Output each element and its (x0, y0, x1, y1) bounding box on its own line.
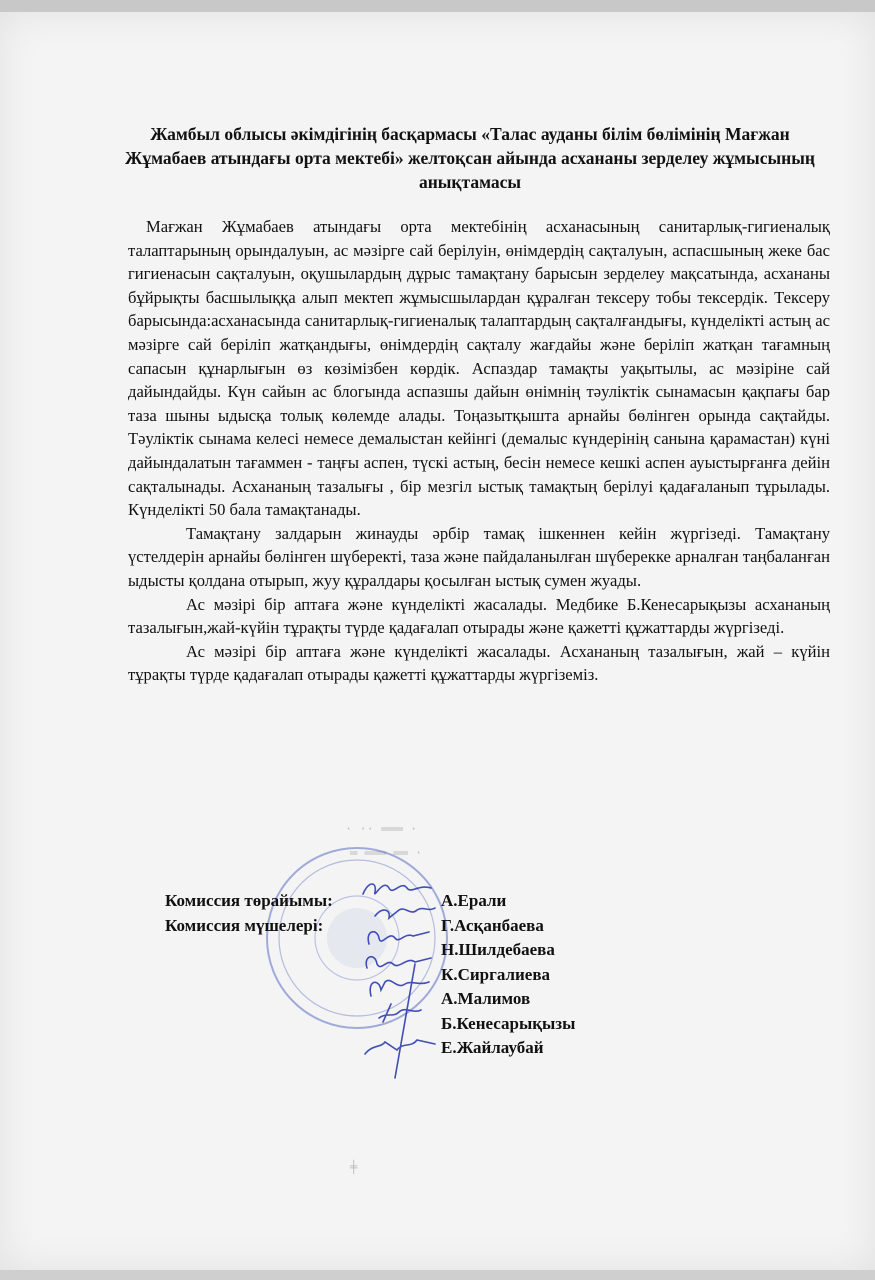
scan-border-top (0, 0, 875, 12)
commission-chair-label: Комиссия төрайымы: (165, 891, 333, 910)
commission-members-label: Комиссия мүшелері: (165, 915, 324, 935)
commission-member: Е.Жайлаубай (441, 1038, 544, 1057)
paragraph-1: Мағжан Жұмабаев атындағы орта мектебінің асханасының санитарлық-гигиеналық талаптарының орындалуын, ас мәзірге сай берілуін, өнімдердің сақталуын, аспасшының жеке бас гигиенасын сақталуын, оқушылардың дұрыс тамақтану барысын зерделеу мақсатында, асхананы бұйрықты басшылыққа алып мектеп жұмысшылардан құралған тексеру тобы тексердік. Тексеру барысында:асханасында санитарлық-гигиеналық талаптардың сақталғандығы, күнделікті астың ас мәзірге сай беріліп жатқандығы, өнімдердің сақталу жағдайы және беріліп жатқан тағамның сапасын құнарлығын өз көзімізбен көрдік. Аспаздар тамақты уақытылы, ас мәзіріне сай дайындайды. Күн сайын ас блогында аспазшы дайын өнімнің тәуліктік сынамасын қақпағы бар таза шыны ыдысқа толық көлемде алады. Тоңазытқышта арнайы бөлінген орында сақтайды. Тәуліктік сынама келесі немесе демалыстан кейінгі (демалыс күндерінің санына қарамастан) күні дайындалатын тағаммен - таңғы аспен, түскі астың, бесін немесе кешкі аспен ауыстырғанға дейін сақталынады. Асхананың тазалығы , бір мезгіл ыстық тамақтың берілуі қадағаланып тұрылады. Күнделікті 50 бала тамақтанады. (128, 217, 830, 520)
commission-member: Н.Шилдебаева (441, 940, 555, 959)
commission-member: К.Сиргалиева (441, 964, 551, 984)
paragraph-3: Ас мәзірі бір аптаға және күнделікті жасалады. Медбике Б.Кенесарықызы асхананың тазалығын,жай-күйін тұрақты түрде қадағалап отырады және қажетті құжаттарды жүргізеді. (128, 594, 830, 638)
scan-artifact: · ·· ═══ · (345, 822, 418, 836)
scan-artifact: ═ ═══ ══ · (350, 846, 423, 860)
paragraph-2: Тамақтану залдарын жинауды әрбір тамақ ішкеннен кейін жүргізеді. Тамақтану үстелдерін арнайы бөлінген шүберекті, таза және пайдаланылған шүберекке арналған таңбаланған ыдысты қолдана отырып, жуу құралдары қосылған ыстық сумен жуады. (128, 523, 830, 590)
commission-member: Г.Асқанбаева (441, 915, 544, 935)
document-body (128, 215, 830, 687)
commission-member: Б.Кенесарықызы (441, 1013, 576, 1033)
commission-member: А.Малимов (441, 989, 531, 1008)
commission-chair-name: А.Ерали (441, 891, 507, 910)
document-title: Жамбыл облысы әкімдігінің басқармасы «Талас ауданы білім бөлімінің Мағжан Жұмабаев атындағы орта мектебі» желтоқсан айында асхананы зерделеу жұмысының анықтамасы (125, 124, 815, 192)
scan-border-bottom (0, 1270, 875, 1280)
scan-artifact: ╪ (350, 1160, 358, 1174)
signatures (355, 872, 455, 1082)
paragraph-4: Ас мәзірі бір аптаға және күнделікті жасалады. Асхананың тазалығын, жай – күйін тұрақты түрде қадағалап отырады қажетті құжаттарды жүргіземіз. (128, 641, 830, 685)
